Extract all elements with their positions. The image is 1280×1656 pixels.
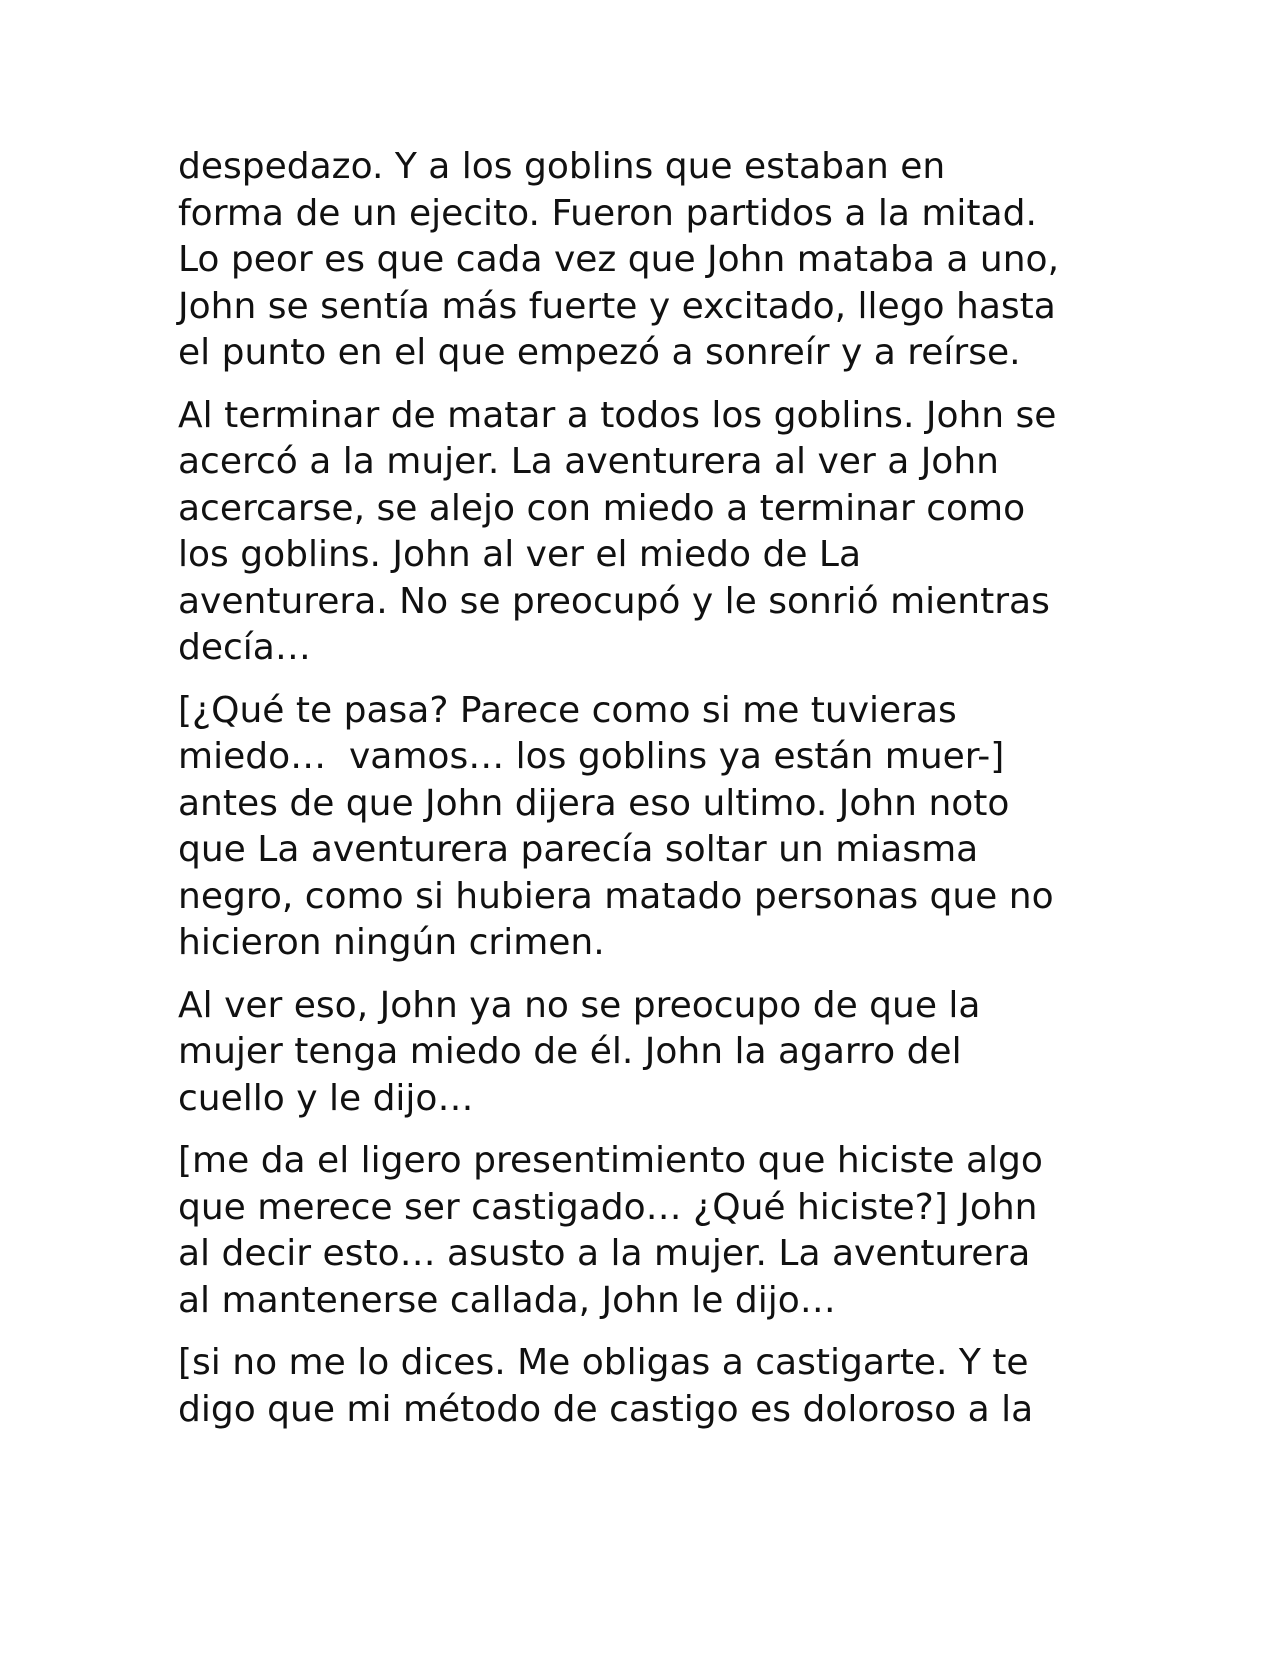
text-line: al mantenerse callada, John le dijo… bbox=[178, 1279, 836, 1321]
text-line: [me da el ligero presentimiento que hiciste algo bbox=[178, 1140, 1043, 1181]
text-line: Lo peor es que cada vez que John mataba a uno, bbox=[178, 239, 1060, 280]
paragraph bbox=[178, 983, 1118, 1123]
document-body bbox=[178, 144, 1118, 1449]
text-line: miedo… vamos… los goblins ya están muer-] bbox=[178, 736, 1005, 777]
text-line: mujer tenga miedo de él. John la agarro del bbox=[178, 1031, 962, 1072]
text-line: despedazo. Y a los goblins que estaban en bbox=[178, 146, 946, 187]
text-line: aventurera. No se preocupó y le sonrió mientras bbox=[178, 580, 1050, 622]
text-line: decía… bbox=[178, 627, 311, 668]
text-line: Al terminar de matar a todos los goblins. John se bbox=[178, 394, 1057, 436]
text-line: que La aventurera parecía soltar un miasma bbox=[178, 829, 979, 870]
paragraph bbox=[178, 688, 1118, 967]
text-line: [si no me lo dices. Me obligas a castigarte. Y te bbox=[178, 1342, 1029, 1383]
text-line: digo que mi método de castigo es doloroso a la bbox=[178, 1388, 1034, 1430]
text-line: al decir esto… asusto a la mujer. La aventurera bbox=[178, 1233, 1031, 1274]
text-line: acercó a la mujer. La aventurera al ver a John bbox=[178, 441, 999, 482]
paragraph bbox=[178, 1340, 1118, 1433]
text-line: [¿Qué te pasa? Parece como si me tuvieras bbox=[178, 689, 957, 731]
text-line: cuello y le dijo… bbox=[178, 1077, 474, 1119]
text-line: forma de un ejecito. Fueron partidos a la mitad. bbox=[178, 192, 1037, 234]
text-line: los goblins. John al ver el miedo de La bbox=[178, 534, 862, 575]
paragraph bbox=[178, 144, 1118, 377]
text-line: que merece ser castigado… ¿Qué hiciste?] John bbox=[178, 1186, 1038, 1228]
text-line: negro, como si hubiera matado personas que no bbox=[178, 875, 1054, 917]
paragraph bbox=[178, 1138, 1118, 1324]
text-line: hicieron ningún crimen. bbox=[178, 922, 605, 963]
text-line: el punto en el que empezó a sonreír y a reírse. bbox=[178, 332, 1021, 373]
text-line: acercarse, se alejo con miedo a terminar como bbox=[178, 487, 1026, 529]
paragraph bbox=[178, 393, 1118, 672]
text-line: antes de que John dijera eso ultimo. John noto bbox=[178, 782, 1010, 824]
text-line: Al ver eso, John ya no se preocupo de que la bbox=[178, 984, 981, 1026]
text-line: John se sentía más fuerte y excitado, llego hasta bbox=[178, 285, 1056, 327]
